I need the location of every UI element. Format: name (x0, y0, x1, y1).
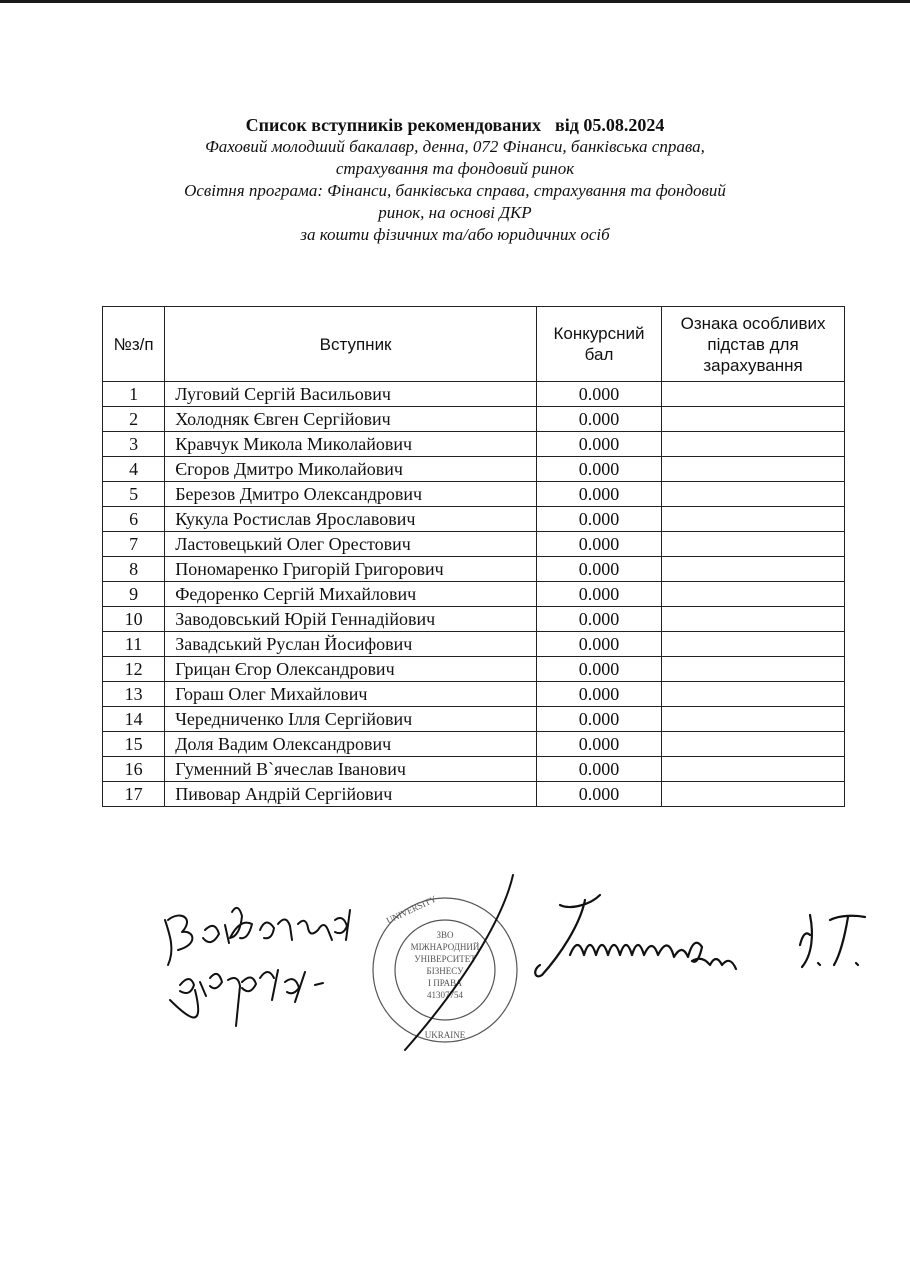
cell-number: 3 (103, 432, 165, 457)
secretary-signature (150, 890, 380, 1040)
col-header-special-grounds: Ознака особливих підстав для зарахування (662, 307, 845, 382)
subtitle-line-4: ринок, на основі ДКР (378, 203, 532, 222)
university-stamp (365, 870, 535, 1060)
cell-applicant-name: Луговий Сергій Васильович (165, 382, 537, 407)
cell-applicant-name: Ластовецький Олег Орестович (165, 532, 537, 557)
document-title (0, 114, 910, 136)
table-row (103, 607, 845, 632)
cell-number: 1 (103, 382, 165, 407)
applicants-table (102, 306, 845, 807)
cell-applicant-name: Гораш Олег Михайлович (165, 682, 537, 707)
cell-number: 10 (103, 607, 165, 632)
table-header-row (103, 307, 845, 382)
col-header-applicant: Вступник (165, 307, 537, 382)
cell-applicant-name: Федоренко Сергій Михайлович (165, 582, 537, 607)
cell-special-grounds (662, 582, 845, 607)
cell-special-grounds (662, 757, 845, 782)
cell-applicant-name: Холодняк Євген Сергійович (165, 407, 537, 432)
cell-score: 0.000 (536, 657, 661, 682)
svg-text:ЗВО: ЗВО (436, 930, 454, 940)
table-row (103, 657, 845, 682)
cell-score: 0.000 (536, 607, 661, 632)
cell-special-grounds (662, 407, 845, 432)
cell-score: 0.000 (536, 732, 661, 757)
cell-special-grounds (662, 732, 845, 757)
cell-special-grounds (662, 382, 845, 407)
cell-special-grounds (662, 532, 845, 557)
table-row (103, 632, 845, 657)
cell-score: 0.000 (536, 457, 661, 482)
document-header (0, 114, 910, 246)
page-top-border (0, 0, 910, 3)
cell-applicant-name: Грицан Єгор Олександрович (165, 657, 537, 682)
cell-number: 7 (103, 532, 165, 557)
svg-text:41307754: 41307754 (427, 990, 463, 1000)
cell-special-grounds (662, 657, 845, 682)
cell-special-grounds (662, 457, 845, 482)
subtitle-line-2: страхування та фондовий ринок (335, 159, 575, 178)
cell-applicant-name: Завадський Руслан Йосифович (165, 632, 537, 657)
cell-number: 5 (103, 482, 165, 507)
cell-special-grounds (662, 632, 845, 657)
table-row (103, 582, 845, 607)
cell-number: 9 (103, 582, 165, 607)
table-row (103, 557, 845, 582)
cell-applicant-name: Гуменний В`ячеслав Іванович (165, 757, 537, 782)
cell-number: 8 (103, 557, 165, 582)
cell-number: 14 (103, 707, 165, 732)
cell-applicant-name: Доля Вадим Олександрович (165, 732, 537, 757)
cell-applicant-name: Єгоров Дмитро Миколайович (165, 457, 537, 482)
table-row (103, 782, 845, 807)
table-row (103, 707, 845, 732)
cell-score: 0.000 (536, 482, 661, 507)
cell-special-grounds (662, 557, 845, 582)
cell-score: 0.000 (536, 557, 661, 582)
cell-number: 16 (103, 757, 165, 782)
col-header-number: №з/п (103, 307, 165, 382)
title-date: від 05.08.2024 (555, 115, 665, 135)
cell-applicant-name: Пивовар Андрій Сергійович (165, 782, 537, 807)
svg-text:І ПРАВА: І ПРАВА (427, 978, 463, 988)
table-row (103, 757, 845, 782)
cell-score: 0.000 (536, 582, 661, 607)
title-text: Список вступників рекомендованих (245, 115, 542, 135)
cell-score: 0.000 (536, 757, 661, 782)
cell-applicant-name: Чередниченко Ілля Сергійович (165, 707, 537, 732)
subtitle-line-5: за кошти фізичних та/або юридичних осіб (300, 225, 610, 244)
cell-special-grounds (662, 432, 845, 457)
table-row (103, 507, 845, 532)
cell-score: 0.000 (536, 382, 661, 407)
cell-number: 12 (103, 657, 165, 682)
cell-score: 0.000 (536, 707, 661, 732)
svg-text:БІЗНЕСУ: БІЗНЕСУ (426, 966, 464, 976)
cell-applicant-name: Березов Дмитро Олександрович (165, 482, 537, 507)
table-row (103, 732, 845, 757)
cell-number: 2 (103, 407, 165, 432)
cell-special-grounds (662, 607, 845, 632)
cell-special-grounds (662, 782, 845, 807)
cell-number: 15 (103, 732, 165, 757)
cell-applicant-name: Пономаренко Григорій Григорович (165, 557, 537, 582)
cell-number: 6 (103, 507, 165, 532)
cell-special-grounds (662, 682, 845, 707)
cell-number: 17 (103, 782, 165, 807)
cell-special-grounds (662, 507, 845, 532)
svg-text:UNIVERSITY: UNIVERSITY (384, 893, 438, 926)
cell-score: 0.000 (536, 782, 661, 807)
table-row (103, 682, 845, 707)
table-row (103, 432, 845, 457)
cell-score: 0.000 (536, 507, 661, 532)
col-header-score: Конкурсний бал (536, 307, 661, 382)
svg-text:УНІВЕРСИТЕТ: УНІВЕРСИТЕТ (414, 954, 476, 964)
table-row (103, 382, 845, 407)
cell-score: 0.000 (536, 432, 661, 457)
director-signature (530, 885, 870, 995)
cell-score: 0.000 (536, 632, 661, 657)
svg-text:МІЖНАРОДНИЙ: МІЖНАРОДНИЙ (410, 942, 480, 952)
cell-applicant-name: Заводовський Юрій Геннадійович (165, 607, 537, 632)
table-row (103, 532, 845, 557)
cell-special-grounds (662, 482, 845, 507)
cell-applicant-name: Кравчук Микола Миколайович (165, 432, 537, 457)
subtitle-line-1: Фаховий молодший бакалавр, денна, 072 Фінанси, банківська справа, (205, 137, 705, 156)
cell-number: 11 (103, 632, 165, 657)
signature-area (0, 830, 910, 1060)
cell-number: 4 (103, 457, 165, 482)
cell-special-grounds (662, 707, 845, 732)
cell-score: 0.000 (536, 407, 661, 432)
table-row (103, 457, 845, 482)
cell-score: 0.000 (536, 532, 661, 557)
cell-number: 13 (103, 682, 165, 707)
table-row (103, 407, 845, 432)
cell-applicant-name: Кукула Ростислав Ярославович (165, 507, 537, 532)
table-row (103, 482, 845, 507)
svg-text:UKRAINE: UKRAINE (424, 1030, 466, 1040)
subtitle-line-3: Освітня програма: Фінанси, банківська справа, страхування та фондовий (184, 181, 726, 200)
table-body (103, 382, 845, 807)
cell-score: 0.000 (536, 682, 661, 707)
